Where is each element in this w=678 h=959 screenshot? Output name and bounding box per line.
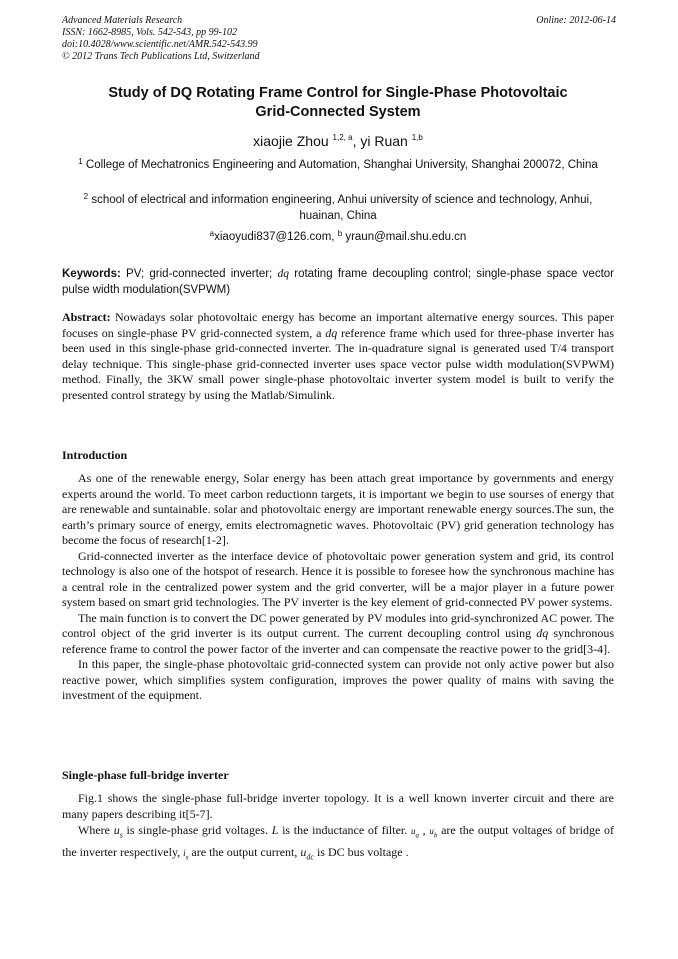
author-separator: , <box>352 133 361 149</box>
keywords <box>62 266 614 298</box>
inverter-p2-text-4: are the output current, <box>188 845 301 860</box>
intro-paragraph-2: Grid-connected inverter as the interface device of photovoltaic power generation system and grid, its control technology is also one of the hotspot of research. Hence it is possible to foresee how the synchronous machine has a central role in the centralized power system and the grid converter, will be a major player in a future power system based on smart grid technologies. The PV inverter is the key element of grid-connected PV power systems. <box>62 548 614 609</box>
var-ua: u <box>410 826 416 836</box>
affiliation-2 <box>62 192 614 224</box>
email-b-marker: b <box>337 229 343 238</box>
doi: doi:10.4028/www.scientific.net/AMR.542-543.99 <box>62 39 258 50</box>
author-2-affil: 1,b <box>411 133 423 142</box>
keywords-dq: dq <box>277 268 289 280</box>
abstract <box>62 310 614 403</box>
author-1: xiaojie Zhou <box>253 133 333 149</box>
intro-paragraph-3 <box>62 611 614 658</box>
title-line-1: Study of DQ Rotating Frame Control for Single-Phase Photovoltaic <box>108 85 568 101</box>
affiliation-1-text: College of Mechatronics Engineering and Automation, Shanghai University, Shanghai 200072, China <box>82 159 598 171</box>
email-b: yraun@mail.shu.edu.cn <box>342 231 467 243</box>
var-is-sub: s <box>185 853 189 862</box>
var-ub: u <box>429 826 434 836</box>
introduction-body <box>62 471 614 704</box>
issn: ISSN: 1662-8985, Vols. 542-543, pp 99-102 <box>62 27 237 38</box>
inverter-p2-text-5: is DC bus voltage . <box>313 845 409 860</box>
var-ub-sub: b <box>433 831 438 840</box>
keywords-label: Keywords: <box>62 268 121 280</box>
author-emails <box>62 229 614 245</box>
intro-paragraph-4: In this paper, the single-phase photovoltaic grid-connected system can provide not only active power but also reactive power, which simplifies system configuration, improves the power quality of mains with saving the investment of the equipment. <box>62 657 614 702</box>
var-udc-sub: dc <box>306 852 314 862</box>
affiliation-1-number: 1 <box>78 157 83 166</box>
inverter-paragraph-1: Fig.1 shows the single-phase full-bridge inverter topology. It is a well known inverter circuit and there are many papers describing it[5-7]. <box>62 791 614 821</box>
online-date: Online: 2012-06-14 <box>536 15 616 26</box>
journal-header <box>62 15 260 63</box>
affiliation-2-text: school of electrical and information engineering, Anhui university of science and technology, Anhui, huainan, China <box>88 194 593 222</box>
copyright: © 2012 Trans Tech Publications Ltd, Switzerland <box>62 51 260 62</box>
email-a: xiaoyudi837@126.com, <box>214 231 338 243</box>
inverter-p2-text-1: is single-phase grid voltages. <box>122 823 272 837</box>
keywords-text-1: PV; grid-connected inverter; <box>120 268 278 280</box>
journal-name: Advanced Materials Research <box>62 15 183 26</box>
var-separator: , <box>418 823 430 837</box>
intro-p3-text-2: synchronous reference frame to control the power factor of the inverter and can compensate the reactive power to the grid[3-4]. <box>62 626 614 656</box>
var-us: u <box>113 823 120 837</box>
author-1-affil: 1,2, a <box>332 133 353 142</box>
inverter-section-body <box>62 791 614 867</box>
author-list <box>62 132 614 150</box>
paper-title <box>62 84 614 122</box>
var-udc: u <box>300 845 307 860</box>
intro-p3-dq: dq <box>536 626 549 640</box>
var-L: L <box>271 823 279 837</box>
var-us-sub: s <box>119 830 123 840</box>
introduction-heading: Introduction <box>62 448 128 462</box>
where-text: Where <box>78 823 114 837</box>
affiliation-2-number: 2 <box>83 192 89 201</box>
inverter-p2-text-3: are the output voltages of bridge of the inverter respectively, <box>62 823 614 860</box>
inverter-paragraph-2 <box>62 822 614 867</box>
title-line-2: Grid-Connected System <box>255 104 421 120</box>
affiliation-1 <box>62 157 614 173</box>
abstract-label: Abstract: <box>62 310 111 324</box>
inverter-section-heading: Single-phase full-bridge inverter <box>62 768 229 782</box>
keywords-text-2: rotating frame decoupling control; single-phase space vector pulse width modulation(SVPWM) <box>62 268 614 296</box>
email-a-marker: a <box>209 229 215 238</box>
author-2: yi Ruan <box>360 133 412 149</box>
intro-paragraph-1: As one of the renewable energy, Solar energy has been attach great importance by governments and energy experts around the world. To meet carbon reductionn targets, it is important we begin to use sourses of energy that are renewable and suntainable. solar and photovoltaic energy are important renewable energy sources.The sun, the earth’s primary source of energy, emits electromagnetic waves. Photovoltaic (PV) grid generation technology has become the focus of research[1-2]. <box>62 471 614 547</box>
abstract-text-1: Nowadays solar photovoltaic energy has become an important alternative energy sources. This paper focuses on single-phase PV grid-connected system, a <box>62 310 614 340</box>
inverter-p2-text-2: is the inductance of filter. <box>278 823 411 837</box>
abstract-dq: dq <box>325 325 338 340</box>
var-ua-sub: a <box>415 831 419 840</box>
var-is: i <box>183 848 186 859</box>
abstract-text-2: reference frame which used for three-phase inverter has been used in this single-phase grid-connected inverter. The in-quadrature signal is generated used T/4 transport delay technique. This single-phase grid-connected inverter uses space vector pulse width modulation(SVPWM) method. Finally, the 3KW small power single-phase photovoltaic inverter system model is built to verify the presented control strategy by using the Matlab/Simulink. <box>62 325 614 402</box>
intro-p3-text-1: The main function is to convert the DC power generated by PV modules into grid-synchronized AC power. The control object of the grid inverter is its output current. The current decoupling control using <box>62 610 614 640</box>
